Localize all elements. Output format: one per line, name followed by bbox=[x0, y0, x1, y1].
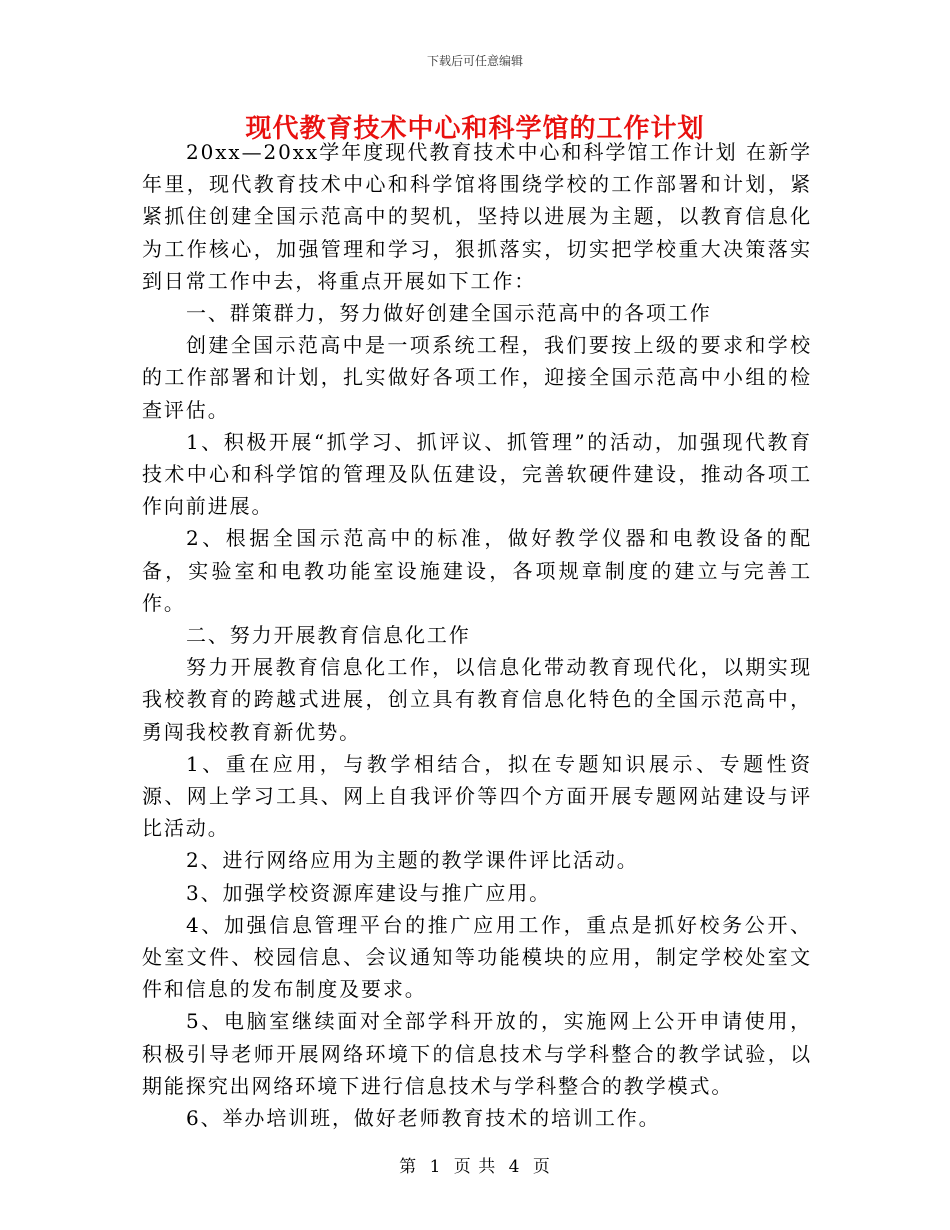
section-heading-2: 二、努力开展教育信息化工作 bbox=[186, 623, 471, 648]
list-item: 1、重在应用，与教学相结合，拟在专题知识展示、专题性资源、网上学习工具、网上自我评价等四个方面开展专题网站建设与评比活动。 bbox=[142, 751, 812, 841]
list-item: 2、进行网络应用为主题的教学课件评比活动。 bbox=[186, 848, 639, 873]
footer-middle: 页 共 bbox=[453, 1157, 497, 1177]
list-item: 6、举办培训班，做好老师教育技术的培训工作。 bbox=[186, 1106, 661, 1131]
paragraph: 创建全国示范高中是一项系统工程，我们要按上级的要求和学校的工作部署和计划，扎实做好各项工作，迎接全国示范高中小组的检查评估。 bbox=[142, 333, 812, 422]
document-title: 现代教育技术中心和科学馆的工作计划 bbox=[245, 114, 705, 144]
current-page-number: 1 bbox=[429, 1157, 442, 1177]
page-footer bbox=[0, 1152, 950, 1177]
list-item: 2、根据全国示范高中的标准，做好教学仪器和电教设备的配备，实验室和电教功能室设施建设，各项规章制度的建立与完善工作。 bbox=[142, 526, 812, 615]
section-heading-1: 一、群策群力，努力做好创建全国示范高中的各项工作 bbox=[186, 301, 712, 326]
paragraph-intro: 20xx—20xx学年度现代教育技术中心和科学馆工作计划 在新学年里，现代教育技术中心和科学馆将围绕学校的工作部署和计划，紧紧抓住创建全国示范高中的契机，坚持以进展为主题，以教育信息化为工作核心，加强管理和学习，狠抓落实，切实把学校重大决策落实到日常工作中去，将重点开展如下工作： bbox=[142, 140, 812, 293]
header-note: 下载后可任意编辑 bbox=[426, 54, 523, 68]
list-item: 3、加强学校资源库建设与推广应用。 bbox=[186, 880, 552, 905]
list-item: 1、积极开展“抓学习、抓评议、抓管理”的活动，加强现代教育技术中心和科学馆的管理及队伍建设，完善软硬件建设，推动各项工作向前进展。 bbox=[142, 429, 812, 519]
document-body bbox=[142, 136, 812, 1134]
list-item: 4、加强信息管理平台的推广应用工作，重点是抓好校务公开、处室文件、校园信息、会议通知等功能模块的应用，制定学校处室文件和信息的发布制度及要求。 bbox=[142, 912, 812, 1002]
total-page-count: 4 bbox=[508, 1157, 521, 1177]
footer-prefix: 第 bbox=[399, 1157, 418, 1177]
paragraph: 努力开展教育信息化工作，以信息化带动教育现代化，以期实现我校教育的跨越式进展，创立具有教育信息化特色的全国示范高中，勇闯我校教育新优势。 bbox=[142, 655, 812, 744]
list-item: 5、电脑室继续面对全部学科开放的，实施网上公开申请使用，积极引导老师开展网络环境下的信息技术与学科整合的教学试验，以期能探究出网络环境下进行信息技术与学科整合的教学模式。 bbox=[142, 1009, 812, 1098]
footer-suffix: 页 bbox=[532, 1157, 551, 1177]
